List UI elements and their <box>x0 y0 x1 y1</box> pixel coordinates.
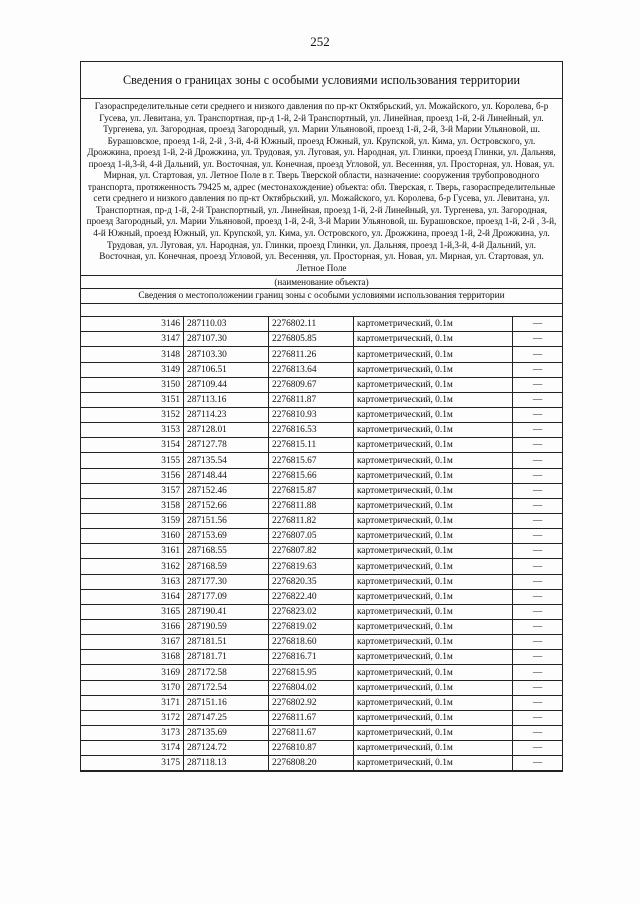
table-row <box>81 620 562 635</box>
y-coordinate-cell: 2276823.02 <box>269 604 354 619</box>
x-coordinate-cell: 287118.13 <box>184 756 269 771</box>
table-row <box>81 423 562 438</box>
method-cell: картометрический, 0.1м <box>354 559 513 574</box>
y-coordinate-cell: 2276811.26 <box>269 347 354 362</box>
note-cell: — <box>513 483 563 498</box>
point-number-cell: 3170 <box>81 680 184 695</box>
point-number-cell: 3160 <box>81 529 184 544</box>
note-cell: — <box>513 665 563 680</box>
method-cell: картометрический, 0.1м <box>354 710 513 725</box>
point-number-cell: 3147 <box>81 332 184 347</box>
note-cell: — <box>513 377 563 392</box>
x-coordinate-cell: 287181.71 <box>184 650 269 665</box>
table-row <box>81 529 562 544</box>
note-cell: — <box>513 514 563 529</box>
y-coordinate-cell: 2276811.67 <box>269 710 354 725</box>
table-row <box>81 695 562 710</box>
point-number-cell: 3167 <box>81 635 184 650</box>
point-number-cell: 3169 <box>81 665 184 680</box>
x-coordinate-cell: 287127.78 <box>184 438 269 453</box>
note-cell: — <box>513 574 563 589</box>
note-cell: — <box>513 347 563 362</box>
table-row <box>81 438 562 453</box>
note-cell: — <box>513 438 563 453</box>
x-coordinate-cell: 287114.23 <box>184 408 269 423</box>
point-number-cell: 3164 <box>81 589 184 604</box>
method-cell: картометрический, 0.1м <box>354 680 513 695</box>
x-coordinate-cell: 287128.01 <box>184 423 269 438</box>
table-row <box>81 726 562 741</box>
method-cell: картометрический, 0.1м <box>354 392 513 407</box>
x-coordinate-cell: 287151.56 <box>184 514 269 529</box>
y-coordinate-cell: 2276815.66 <box>269 468 354 483</box>
note-cell: — <box>513 529 563 544</box>
note-cell: — <box>513 710 563 725</box>
note-cell: — <box>513 408 563 423</box>
x-coordinate-cell: 287113.16 <box>184 392 269 407</box>
note-cell: — <box>513 317 563 332</box>
table-row <box>81 665 562 680</box>
page-number: 252 <box>310 34 330 49</box>
table-row <box>81 498 562 513</box>
point-number-cell: 3155 <box>81 453 184 468</box>
table-row <box>81 347 562 362</box>
x-coordinate-cell: 287110.03 <box>184 317 269 332</box>
table-row <box>81 741 562 756</box>
table-row <box>81 650 562 665</box>
blank-header-row <box>81 304 562 316</box>
note-cell: — <box>513 498 563 513</box>
point-number-cell: 3152 <box>81 408 184 423</box>
point-number-cell: 3172 <box>81 710 184 725</box>
table-row <box>81 332 562 347</box>
x-coordinate-cell: 287168.55 <box>184 544 269 559</box>
method-cell: картометрический, 0.1м <box>354 589 513 604</box>
method-cell: картометрический, 0.1м <box>354 665 513 680</box>
x-coordinate-cell: 287135.54 <box>184 453 269 468</box>
x-coordinate-cell: 287177.09 <box>184 589 269 604</box>
y-coordinate-cell: 2276804.02 <box>269 680 354 695</box>
method-cell: картометрический, 0.1м <box>354 483 513 498</box>
table-row <box>81 408 562 423</box>
table-row <box>81 710 562 725</box>
method-cell: картометрический, 0.1м <box>354 438 513 453</box>
x-coordinate-cell: 287152.46 <box>184 483 269 498</box>
y-coordinate-cell: 2276811.88 <box>269 498 354 513</box>
method-cell: картометрический, 0.1м <box>354 756 513 771</box>
table-row <box>81 317 562 332</box>
point-number-cell: 3158 <box>81 498 184 513</box>
x-coordinate-cell: 287172.58 <box>184 665 269 680</box>
point-number-cell: 3166 <box>81 620 184 635</box>
table-row <box>81 680 562 695</box>
method-cell: картометрический, 0.1м <box>354 408 513 423</box>
table-row <box>81 589 562 604</box>
y-coordinate-cell: 2276807.05 <box>269 529 354 544</box>
x-coordinate-cell: 287107.30 <box>184 332 269 347</box>
note-cell: — <box>513 635 563 650</box>
method-cell: картометрический, 0.1м <box>354 529 513 544</box>
object-name-label: (наименование объекта) <box>81 276 562 289</box>
y-coordinate-cell: 2276808.20 <box>269 756 354 771</box>
x-coordinate-cell: 287177.30 <box>184 574 269 589</box>
y-coordinate-cell: 2276822.40 <box>269 589 354 604</box>
document-title: Сведения о границах зоны с особыми условиями использования территории <box>81 62 562 99</box>
method-cell: картометрический, 0.1м <box>354 468 513 483</box>
table-row <box>81 574 562 589</box>
y-coordinate-cell: 2276805.85 <box>269 332 354 347</box>
y-coordinate-cell: 2276815.87 <box>269 483 354 498</box>
y-coordinate-cell: 2276818.60 <box>269 635 354 650</box>
note-cell: — <box>513 620 563 635</box>
x-coordinate-cell: 287190.59 <box>184 620 269 635</box>
note-cell: — <box>513 680 563 695</box>
note-cell: — <box>513 589 563 604</box>
method-cell: картометрический, 0.1м <box>354 741 513 756</box>
x-coordinate-cell: 287103.30 <box>184 347 269 362</box>
method-cell: картометрический, 0.1м <box>354 514 513 529</box>
note-cell: — <box>513 423 563 438</box>
x-coordinate-cell: 287151.16 <box>184 695 269 710</box>
note-cell: — <box>513 559 563 574</box>
point-number-cell: 3173 <box>81 726 184 741</box>
point-number-cell: 3156 <box>81 468 184 483</box>
y-coordinate-cell: 2276813.64 <box>269 362 354 377</box>
note-cell: — <box>513 453 563 468</box>
x-coordinate-cell: 287124.72 <box>184 741 269 756</box>
table-row <box>81 756 562 771</box>
point-number-cell: 3161 <box>81 544 184 559</box>
point-number-cell: 3153 <box>81 423 184 438</box>
note-cell: — <box>513 726 563 741</box>
x-coordinate-cell: 287168.59 <box>184 559 269 574</box>
x-coordinate-cell: 287106.51 <box>184 362 269 377</box>
method-cell: картометрический, 0.1м <box>354 332 513 347</box>
y-coordinate-cell: 2276815.95 <box>269 665 354 680</box>
table-row <box>81 483 562 498</box>
method-cell: картометрический, 0.1м <box>354 453 513 468</box>
point-number-cell: 3151 <box>81 392 184 407</box>
method-cell: картометрический, 0.1м <box>354 544 513 559</box>
point-number-cell: 3174 <box>81 741 184 756</box>
point-number-cell: 3159 <box>81 514 184 529</box>
coordinates-table <box>81 316 562 771</box>
note-cell: — <box>513 741 563 756</box>
point-number-cell: 3175 <box>81 756 184 771</box>
point-number-cell: 3150 <box>81 377 184 392</box>
method-cell: картометрический, 0.1м <box>354 347 513 362</box>
x-coordinate-cell: 287153.69 <box>184 529 269 544</box>
table-row <box>81 544 562 559</box>
y-coordinate-cell: 2276811.87 <box>269 392 354 407</box>
y-coordinate-cell: 2276811.67 <box>269 726 354 741</box>
y-coordinate-cell: 2276819.63 <box>269 559 354 574</box>
point-number-cell: 3171 <box>81 695 184 710</box>
point-number-cell: 3157 <box>81 483 184 498</box>
point-number-cell: 3149 <box>81 362 184 377</box>
note-cell: — <box>513 468 563 483</box>
method-cell: картометрический, 0.1м <box>354 604 513 619</box>
method-cell: картометрический, 0.1м <box>354 635 513 650</box>
note-cell: — <box>513 604 563 619</box>
method-cell: картометрический, 0.1м <box>354 377 513 392</box>
y-coordinate-cell: 2276820.35 <box>269 574 354 589</box>
y-coordinate-cell: 2276810.87 <box>269 741 354 756</box>
method-cell: картометрический, 0.1м <box>354 650 513 665</box>
point-number-cell: 3168 <box>81 650 184 665</box>
x-coordinate-cell: 287172.54 <box>184 680 269 695</box>
x-coordinate-cell: 287109.44 <box>184 377 269 392</box>
method-cell: картометрический, 0.1м <box>354 317 513 332</box>
y-coordinate-cell: 2276819.02 <box>269 620 354 635</box>
table-row <box>81 559 562 574</box>
note-cell: — <box>513 362 563 377</box>
y-coordinate-cell: 2276810.93 <box>269 408 354 423</box>
table-row <box>81 635 562 650</box>
y-coordinate-cell: 2276807.82 <box>269 544 354 559</box>
x-coordinate-cell: 287181.51 <box>184 635 269 650</box>
note-cell: — <box>513 544 563 559</box>
point-number-cell: 3165 <box>81 604 184 619</box>
table-row <box>81 468 562 483</box>
table-row <box>81 392 562 407</box>
method-cell: картометрический, 0.1м <box>354 695 513 710</box>
object-description: Газораспределительные сети среднего и низкого давления по пр-кт Октябрьский, ул. Можайского, ул. Королева, б-р Гусева, ул. Левитана, ул. Транспортная, пр-д 1-й, 2-й Транспортный, ул. Линейная, проезд 1-й, 2-й Линейный, ул. Тургенева, ул. Загородная, проезд Загородный, ул. Марии Ульяновой, проезд 1-й, 2-й, 3-й Марии Ульяновой, ш. Бурашовское, проезд 1-й, 2-й , 3-й, 4-й Южный, проезд Южный, ул. Крупской, ул. Кима, ул. Островского, ул. Дрожжина, проезд 1-й, 2-й Дрожжина, ул. Трудовая, ул. Луговая, ул. Народная, ул. Глинки, проезд Глинки, ул. Дальняя, проезд 1-й,3-й, 4-й Дальний, ул. Восточная, ул. Конечная, проезд Угловой, ул. Весенняя, ул. Просторная, ул. Новая, ул. Мирная, ул. Стартовая, ул. Летное Поле в г. Тверь Тверской области, назначение: сооружения трубопроводного транспорта, протяженность 79425 м, адрес (местонахождение) объекта: обл. Тверская, г. Тверь, газораспределительные сети среднего и низкого давления по пр-кт Октябрьский, ул. Можайского, ул. Королева, б-р Гусева, ул. Левитана, ул. Транспортная, пр-д 1-й, 2-й Транспортный, ул. Линейная, проезд 1-й, 2-й Линейный, ул. Тургенева, ул. Загородная, проезд Загородный, ул. Марии Ульяновой, проезд 1-й, 2-й, 3-й Марии Ульяновой, ш. Бурашовское, проезд 1-й, 2-й , 3-й, 4-й Южный, проезд Южный, ул. Крупской, ул. Кима, ул. Островского, ул. Дрожжина, проезд 1-й, 2-й Дрожжина, ул. Трудовая, ул. Луговая, ул. Народная, ул. Глинки, проезд Глинки, ул. Дальняя, проезд 1-й,3-й, 4-й Дальний, ул. Восточная, ул. Конечная, проезд Угловой, ул. Весенняя, ул. Просторная, ул. Новая, ул. Мирная, ул. Стартовая, ул. Летное Поле <box>81 99 562 276</box>
y-coordinate-cell: 2276816.53 <box>269 423 354 438</box>
method-cell: картометрический, 0.1м <box>354 620 513 635</box>
note-cell: — <box>513 332 563 347</box>
note-cell: — <box>513 756 563 771</box>
section-label: Сведения о местоположении границ зоны с особыми условиями использования территории <box>81 289 562 304</box>
x-coordinate-cell: 287190.41 <box>184 604 269 619</box>
point-number-cell: 3154 <box>81 438 184 453</box>
table-row <box>81 453 562 468</box>
x-coordinate-cell: 287135.69 <box>184 726 269 741</box>
point-number-cell: 3146 <box>81 317 184 332</box>
table-row <box>81 604 562 619</box>
x-coordinate-cell: 287148.44 <box>184 468 269 483</box>
y-coordinate-cell: 2276815.67 <box>269 453 354 468</box>
y-coordinate-cell: 2276802.11 <box>269 317 354 332</box>
table-row <box>81 362 562 377</box>
table-row <box>81 377 562 392</box>
y-coordinate-cell: 2276802.92 <box>269 695 354 710</box>
note-cell: — <box>513 695 563 710</box>
y-coordinate-cell: 2276811.82 <box>269 514 354 529</box>
note-cell: — <box>513 392 563 407</box>
method-cell: картометрический, 0.1м <box>354 726 513 741</box>
y-coordinate-cell: 2276815.11 <box>269 438 354 453</box>
y-coordinate-cell: 2276816.71 <box>269 650 354 665</box>
x-coordinate-cell: 287147.25 <box>184 710 269 725</box>
method-cell: картометрический, 0.1м <box>354 362 513 377</box>
y-coordinate-cell: 2276809.67 <box>269 377 354 392</box>
point-number-cell: 3163 <box>81 574 184 589</box>
document-frame <box>80 61 563 772</box>
table-row <box>81 514 562 529</box>
point-number-cell: 3148 <box>81 347 184 362</box>
point-number-cell: 3162 <box>81 559 184 574</box>
x-coordinate-cell: 287152.66 <box>184 498 269 513</box>
note-cell: — <box>513 650 563 665</box>
method-cell: картометрический, 0.1м <box>354 574 513 589</box>
method-cell: картометрический, 0.1м <box>354 423 513 438</box>
method-cell: картометрический, 0.1м <box>354 498 513 513</box>
